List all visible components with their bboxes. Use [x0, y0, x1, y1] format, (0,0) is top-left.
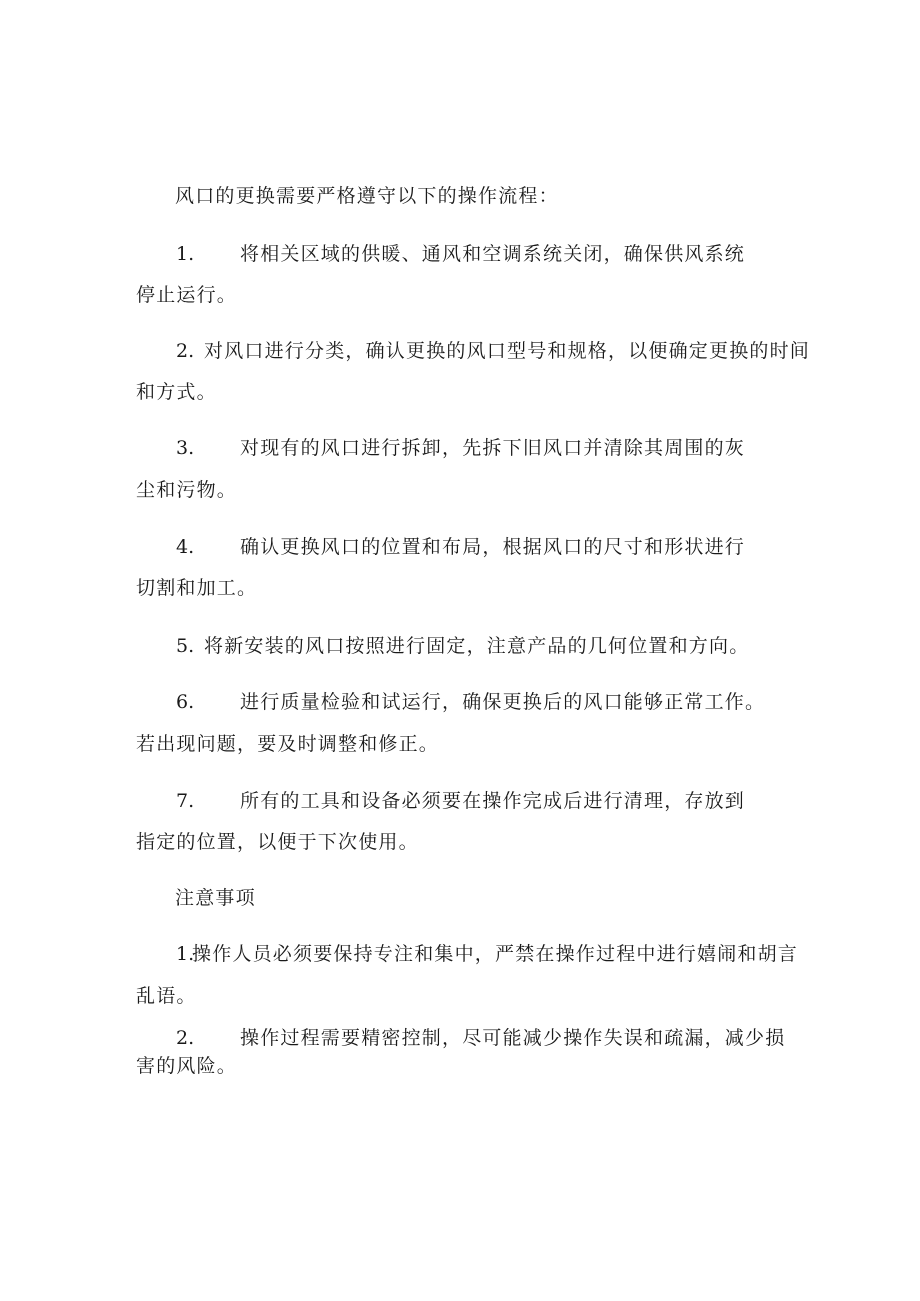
notes-heading: 注意事项 — [175, 887, 256, 909]
note-2-line-1: 操作过程需要精密控制，尽可能减少操作失误和疏漏，减少损 — [240, 1027, 786, 1049]
step-3-line-1: 对现有的风口进行拆卸，先拆下旧风口并清除其周围的灰 — [240, 437, 746, 459]
step-5-number: 5. — [176, 635, 195, 657]
step-7-line-1: 所有的工具和设备必须要在操作完成后进行清理，存放到 — [240, 790, 746, 812]
step-1-number: 1. — [176, 243, 195, 265]
step-6-line-1: 进行质量检验和试运行，确保更换后的风口能够正常工作。 — [240, 691, 766, 713]
step-2-number: 2. — [176, 340, 195, 362]
step-4-line-2: 切割和加工。 — [136, 577, 258, 599]
note-1-line-1: 操作人员必须要保持专注和集中，严禁在操作过程中进行嬉闹和胡言 — [192, 943, 799, 965]
note-2-line-2: 害的风险。 — [136, 1055, 238, 1077]
step-6-number: 6. — [176, 691, 195, 713]
step-1-line-1: 将相关区域的供暖、通风和空调系统关闭，确保供风系统 — [240, 243, 746, 265]
step-5-line-1: 将新安装的风口按照进行固定，注意产品的几何位置和方向。 — [204, 635, 750, 657]
step-3-line-2: 尘和污物。 — [136, 479, 238, 501]
note-2-number: 2. — [176, 1027, 195, 1049]
step-6-line-2: 若出现问题，要及时调整和修正。 — [136, 733, 440, 755]
step-1-line-2: 停止运行。 — [136, 284, 238, 306]
step-7-number: 7. — [176, 790, 195, 812]
step-4-number: 4. — [176, 536, 195, 558]
note-1-line-2: 乱语。 — [136, 985, 197, 1007]
step-2-line-1: 对风口进行分类，确认更换的风口型号和规格，以便确定更换的时间 — [204, 340, 811, 362]
step-2-line-2: 和方式。 — [136, 381, 217, 403]
step-3-number: 3. — [176, 437, 195, 459]
intro-paragraph: 风口的更换需要严格遵守以下的操作流程： — [175, 185, 559, 207]
step-4-line-1: 确认更换风口的位置和布局，根据风口的尺寸和形状进行 — [240, 536, 746, 558]
step-7-line-2: 指定的位置，以便于下次使用。 — [136, 831, 419, 853]
note-1-number: 1. — [176, 943, 195, 965]
